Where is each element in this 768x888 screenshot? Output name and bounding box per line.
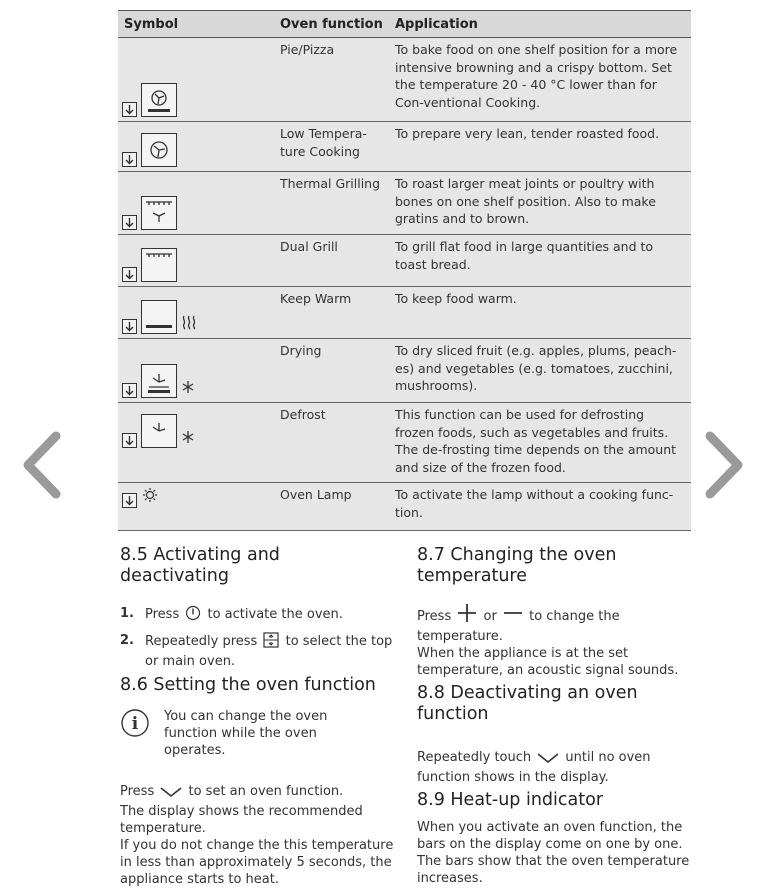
dual-grill-icon	[141, 248, 177, 282]
next-page-button[interactable]	[700, 430, 750, 500]
previous-page-button[interactable]	[16, 430, 66, 500]
keep-warm-icon	[141, 300, 177, 334]
header-function: Oven function	[274, 11, 389, 38]
down-arrow-icon	[122, 383, 137, 398]
chevron-down-icon	[160, 786, 182, 803]
table-row	[118, 287, 691, 339]
function-application: To bake food on one shelf position for a more intensive browning and a crispy bottom. Set the temperature 20 - 40 °C lower than for Con-ventional Cooking.	[389, 38, 691, 122]
section-8-9	[417, 790, 702, 887]
info-text: You can change the oven function while the oven operates.	[164, 709, 328, 758]
function-application: To grill flat food in large quantities and to toast bread.	[389, 235, 691, 287]
function-name: Oven Lamp	[274, 483, 389, 531]
function-application: To prepare very lean, tender roasted food.	[389, 122, 691, 172]
down-arrow-icon	[122, 215, 137, 230]
table-row	[118, 172, 691, 235]
table-row	[118, 339, 691, 403]
down-arrow-icon	[122, 102, 137, 117]
steps-list	[120, 605, 400, 670]
table-row	[118, 38, 691, 122]
heat-waves-icon	[181, 314, 197, 335]
table-header-row	[118, 11, 691, 38]
oven-select-icon	[263, 632, 279, 653]
section-8-6	[120, 675, 400, 888]
function-name: Keep Warm	[274, 287, 389, 339]
section-title: 8.6 Setting the oven function	[120, 675, 376, 695]
oven-lamp-icon	[141, 487, 159, 508]
low-temperature-cooking-icon	[141, 133, 177, 167]
svg-text:i: i	[131, 714, 139, 734]
paragraph: When the appliance is at the set temperature, an acoustic signal sounds.	[417, 646, 679, 678]
chevron-right-icon	[700, 430, 750, 500]
oven-functions-table	[118, 10, 691, 531]
info-note	[120, 708, 400, 759]
section-8-5	[120, 545, 400, 676]
function-application: To keep food warm.	[389, 287, 691, 339]
info-icon	[120, 708, 150, 759]
power-icon	[185, 605, 201, 626]
thermal-grilling-icon	[141, 196, 177, 230]
paragraph: When you activate an oven function, the bars on the display come on one by one. The bars show that the oven temperature increases.	[417, 820, 690, 886]
down-arrow-icon	[122, 319, 137, 334]
paragraph: Repeatedly touch until no oven function shows in the display.	[417, 750, 651, 785]
table-row	[118, 403, 691, 483]
table-row	[118, 483, 691, 531]
down-arrow-icon	[122, 152, 137, 167]
paragraph: The display shows the recommended temperature.	[120, 804, 363, 836]
header-symbol: Symbol	[118, 11, 274, 38]
snowflake-icon	[181, 380, 195, 399]
list-item: 1. Press to activate the oven.	[120, 605, 400, 626]
function-application: To roast larger meat joints or poultry with bones on one shelf position. Also to make gratins and to brown.	[389, 172, 691, 235]
section-8-8	[417, 683, 702, 786]
function-name: Pie/Pizza	[274, 38, 389, 122]
defrost-icon	[141, 414, 177, 448]
function-application: To activate the lamp without a cooking func-tion.	[389, 483, 691, 531]
function-application: This function can be used for defrosting frozen foods, such as vegetables and fruits. The de-frosting time depends on the amount and size of the frozen food.	[389, 403, 691, 483]
function-name: Defrost	[274, 403, 389, 483]
down-arrow-icon	[122, 267, 137, 282]
down-arrow-icon	[122, 493, 137, 508]
function-name: Low Tempera-ture Cooking	[274, 122, 389, 172]
header-application: Application	[389, 11, 691, 38]
paragraph: Press or to change the temperature.	[417, 603, 702, 645]
table-row	[118, 122, 691, 172]
chevron-left-icon	[16, 430, 66, 500]
section-8-7	[417, 545, 702, 679]
section-title: 8.5 Activating and deactivating	[120, 545, 280, 586]
table-row	[118, 235, 691, 287]
function-name: Drying	[274, 339, 389, 403]
chevron-down-icon	[537, 752, 559, 769]
snowflake-icon	[181, 430, 195, 449]
section-title: 8.8 Deactivating an oven function	[417, 683, 638, 724]
function-name: Thermal Grilling	[274, 172, 389, 235]
down-arrow-icon	[122, 433, 137, 448]
drying-icon	[141, 364, 177, 398]
paragraph: Press to set an oven function.	[120, 783, 400, 803]
paragraph: If you do not change the this temperature in less than approximately 5 seconds, the appliance starts to heat.	[120, 838, 394, 887]
pie-pizza-icon	[141, 83, 177, 117]
minus-icon	[503, 603, 523, 628]
function-name: Dual Grill	[274, 235, 389, 287]
function-application: To dry sliced fruit (e.g. apples, plums, peach-es) and vegetables (e.g. tomatoes, zucchini, mushrooms).	[389, 339, 691, 403]
list-item: 2. Repeatedly press to select the top or main oven.	[120, 633, 393, 669]
section-title: 8.7 Changing the oven temperature	[417, 545, 617, 586]
section-title: 8.9 Heat-up indicator	[417, 790, 604, 810]
plus-icon	[457, 603, 477, 628]
